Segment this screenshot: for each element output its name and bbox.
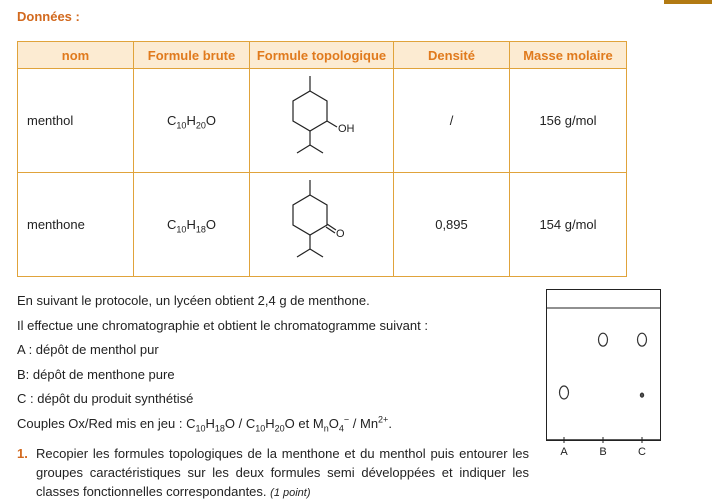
text-line: Il effectue une chromatographie et obtient le chromatogramme suivant : [17,317,428,333]
question-1 [17,444,529,503]
spot-C [638,333,647,346]
menthone-structure-drawing [267,175,377,275]
carbonyl-label: O [335,227,345,240]
text-line: C : dépôt du produit synthétisé [17,391,194,406]
redox-couples-line: Couples Ox/Red mis en jeu : $C_{10}H_{18}O / C_{10}H_{20}O$ et $M_nO_4^- / Mn^{2+}$. [17,414,392,434]
section-heading: Données : [17,9,80,24]
lane-label-C: C [638,446,646,458]
density-value: 0,895 [394,173,510,277]
question-number: 1. [17,446,28,461]
spot-B [599,333,608,346]
lane-label-B: B [599,446,607,458]
molecular-formula: $C_{10}H_{20}O$ [134,69,250,173]
column-header: Formule brute [134,42,250,69]
protocol-text [17,289,517,436]
molecular-formula: $C_{10}H_{18}O$ [134,173,250,277]
molar-mass-value: 156 g/mol [510,69,627,173]
data-table [17,41,627,277]
hydroxyl-label: OH [337,122,354,135]
table-row-menthone [18,173,627,277]
question-text: Recopier les formules topologiques de la menthone et du menthol puis entourer les groupes caractéristiques sur les deux formules semi développées et indiquer les classes fonctionnelles correspondantes. (1 point) [36,446,529,499]
text-line: A : dépôt de menthol pur [17,342,159,357]
question-points: (1 point) [270,487,311,499]
menthol-structure-drawing [267,71,377,171]
skeletal-formula-menthone [250,173,394,277]
column-header: Densité [394,42,510,69]
spot-A [560,386,569,399]
spot-C [640,393,643,397]
text-line: En suivant le protocole, un lycéen obtient 2,4 g de menthone. [17,293,370,308]
lane-label-A: A [560,446,568,458]
molar-mass-value: 154 g/mol [510,173,627,277]
column-header: nom [18,42,134,69]
text-line: B: dépôt de menthone pure [17,366,175,382]
chromatogram-plate [547,290,661,441]
column-header: Formule topologique [250,42,394,69]
density-value: / [394,69,510,173]
compound-name: menthol [18,69,134,173]
table-row-menthol [18,69,627,173]
corner-accent-bar [664,0,712,4]
chromatogram [546,289,662,464]
column-header: Masse molaire [510,42,627,69]
table-header-row [18,42,627,69]
compound-name: menthone [18,173,134,277]
skeletal-formula-menthol [250,69,394,173]
